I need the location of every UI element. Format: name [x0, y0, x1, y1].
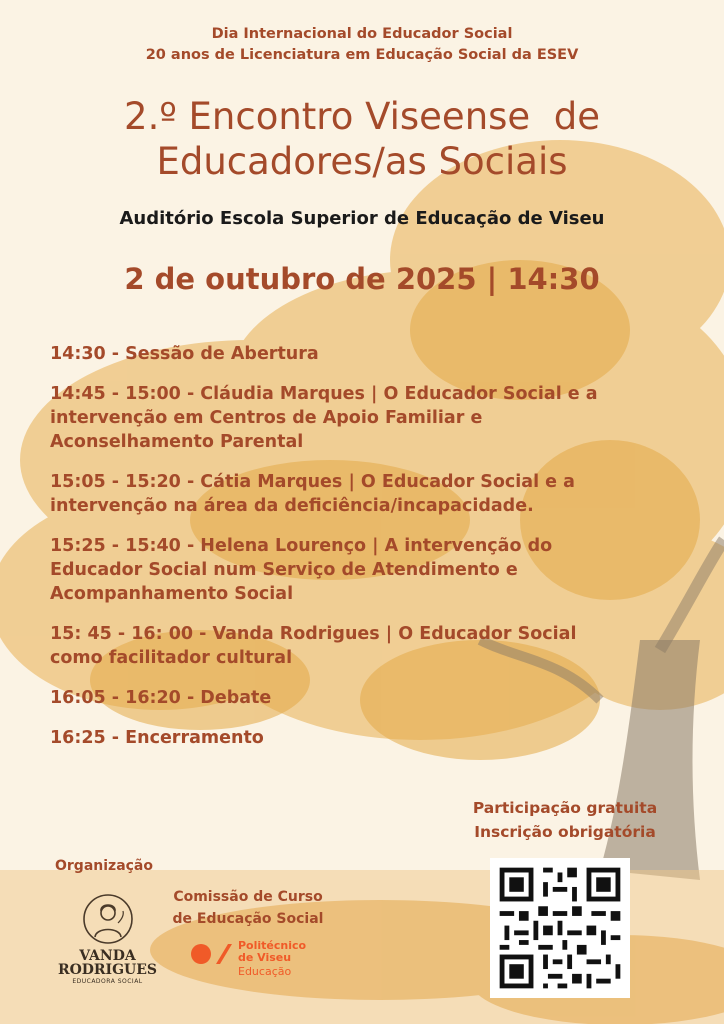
program-item: 14:45 - 15:00 - Cláudia Marques | O Educador Social e a intervenção em Centros de Apoio Familiar e Aconselhamento Parental: [50, 384, 598, 452]
politecnico-line-1: Politécnico: [238, 939, 307, 952]
politecnico-line-2: de Viseu: [238, 951, 292, 964]
organization-label: Organização: [55, 858, 153, 874]
event-title: [0, 94, 724, 184]
commission-label: [168, 886, 328, 930]
vanda-logo-tagline: EDUCADORA SOCIAL: [72, 978, 143, 985]
venue: Auditório Escola Superior de Educação de Viseu: [119, 208, 605, 229]
registration-required: Inscrição obrigatória: [474, 823, 656, 841]
program-item: 14:30 - Sessão de Abertura: [50, 344, 319, 364]
portrait-icon: [82, 893, 134, 945]
header: [0, 24, 724, 66]
vanda-logo-line-2: RODRIGUES: [57, 962, 158, 978]
header-line-1: Dia Internacional do Educador Social: [211, 26, 513, 42]
registration-info: [440, 796, 690, 844]
free-participation: Participação gratuita: [472, 799, 658, 817]
vanda-logo-line-1: VANDA: [79, 948, 136, 964]
title-line-2: Educadores/as Sociais: [156, 140, 568, 183]
commission-line-2: de Educação Social: [172, 911, 324, 927]
header-line-2: 20 anos de Licenciatura em Educação Social da ESEV: [145, 47, 579, 63]
program-item: 15: 45 - 16: 00 - Vanda Rodrigues | O Educador Social como facilitador cultural: [50, 624, 577, 668]
vanda-rodrigues-logo: [57, 893, 158, 985]
program-item: 15:25 - 15:40 - Helena Lourenço | A intervenção do Educador Social num Serviço de Atendimento e Acompanhamento Social: [50, 536, 553, 604]
program-list: [50, 342, 690, 766]
event-date: 2 de outubro de 2025 | 14:30: [124, 262, 600, 296]
politecnico-line-3: Educação: [238, 965, 292, 978]
program-item: 15:05 - 15:20 - Cátia Marques | O Educador Social e a intervenção na área da deficiência/incapacidade.: [50, 472, 575, 516]
commission-line-1: Comissão de Curso: [173, 889, 323, 905]
politecnico-logo-icon: [190, 942, 234, 966]
program-item: 16:05 - 16:20 - Debate: [50, 688, 272, 708]
qr-code-icon[interactable]: [490, 858, 630, 998]
program-item: 16:25 - Encerramento: [50, 728, 264, 748]
title-line-1: 2.º Encontro Viseense de: [124, 95, 600, 138]
